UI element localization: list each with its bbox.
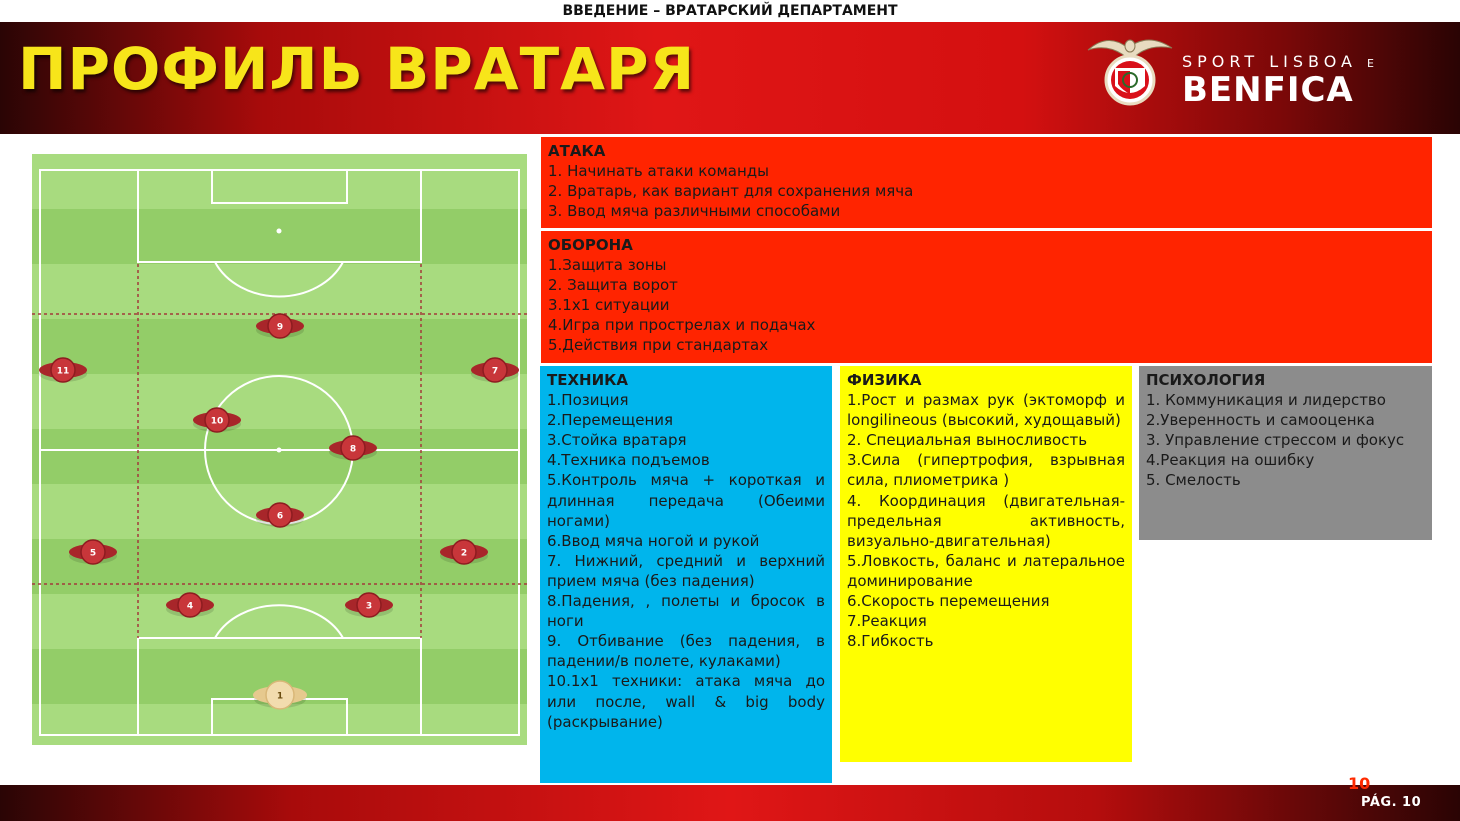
defense-item: 1.Защита зоны — [548, 256, 667, 275]
attack-section — [541, 137, 1432, 228]
physics-item: 1.Рост и размах рук (эктоморф и longilineous (высокий, худощавый) — [847, 391, 1125, 430]
logo-text-benfica: BENFICA — [1182, 70, 1354, 110]
technique-item: 6.Ввод мяча ногой и рукой — [547, 531, 760, 550]
football-pitch — [32, 154, 527, 745]
psychology-item: 2.Уверенность и самооценка — [1146, 411, 1375, 430]
defense-section — [541, 231, 1432, 363]
footer-band — [0, 785, 1460, 821]
benfica-logo — [1082, 30, 1432, 110]
psychology-item: 3. Управление стрессом и фокус — [1146, 431, 1405, 450]
player-number: 6 — [276, 511, 284, 522]
physics-title: ФИЗИКА — [847, 371, 922, 389]
technique-item: 10.1х1 техники: атака мяча до или после, wall & big body (раскрывание) — [547, 672, 825, 731]
psychology-item: 5. Смелость — [1146, 471, 1241, 490]
technique-item: 1.Позиция — [547, 391, 629, 410]
psychology-item: 4.Реакция на ошибку — [1146, 451, 1315, 470]
logo-text-sport-lisboa: SPORT LISBOA E — [1182, 52, 1374, 71]
psychology-section — [1139, 366, 1432, 540]
physics-item: 8.Гибкость — [847, 632, 934, 651]
attack-item: 1. Начинать атаки команды — [548, 162, 769, 181]
eagle-crest-icon — [1082, 30, 1178, 110]
technique-item: 9. Отбивание (без падения, в падении/в полете, кулаками) — [547, 632, 825, 671]
pitch-diagram — [32, 154, 527, 745]
attack-title: АТАКА — [548, 142, 606, 160]
psychology-item: 1. Коммуникация и лидерство — [1146, 391, 1386, 410]
player-number: 5 — [89, 548, 97, 559]
physics-item: 7.Реакция — [847, 612, 927, 631]
technique-item: 5.Контроль мяча + короткая и длинная передача (Обеими ногами) — [547, 471, 825, 530]
physics-section — [840, 366, 1132, 762]
attack-item: 2. Вратарь, как вариант для сохранения мяча — [548, 182, 914, 201]
player-number: 3 — [365, 601, 373, 612]
technique-item: 7. Нижний, средний и верхний прием мяча (без падения) — [547, 551, 825, 590]
player-number: 8 — [349, 444, 357, 455]
physics-item: 5.Ловкость, баланс и латеральное доминирование — [847, 551, 1125, 590]
technique-section — [540, 366, 832, 783]
player-number: 11 — [56, 366, 70, 377]
physics-item: 6.Скорость перемещения — [847, 592, 1050, 611]
defense-item: 2. Защита ворот — [548, 276, 678, 295]
section-caption: ВВЕДЕНИЕ – ВРАТАРСКИЙ ДЕПАРТАМЕНТ — [562, 3, 898, 19]
technique-item: 4.Техника подъемов — [547, 451, 710, 470]
technique-title: ТЕХНИКА — [547, 371, 629, 389]
technique-item: 2.Перемещения — [547, 411, 674, 430]
player-number: 7 — [491, 366, 499, 377]
page-number: 10 — [1348, 774, 1371, 793]
physics-item: 4. Координация (двигательная-предельная активность, визуально-двигательная) — [847, 491, 1125, 550]
psychology-title: ПСИХОЛОГИЯ — [1146, 371, 1266, 389]
technique-item: 3.Стойка вратаря — [547, 431, 687, 450]
player-number: 10 — [210, 416, 224, 427]
player-number: 2 — [460, 548, 468, 559]
physics-item: 3.Сила (гипертрофия, взрывная сила, плиометрика ) — [847, 451, 1125, 490]
player-number: 1 — [276, 691, 284, 702]
physics-item: 2. Специальная выносливость — [847, 431, 1088, 450]
page-title: ПРОФИЛЬ ВРАТАРЯ — [18, 35, 696, 103]
player-number: 9 — [276, 322, 284, 333]
defense-title: ОБОРОНА — [548, 236, 633, 254]
defense-item: 3.1х1 ситуации — [548, 296, 670, 315]
defense-item: 4.Игра при прострелах и подачах — [548, 316, 816, 335]
defense-item: 5.Действия при стандартах — [548, 336, 769, 355]
player-number: 4 — [186, 601, 194, 612]
attack-item: 3. Ввод мяча различными способами — [548, 202, 841, 221]
technique-item: 8.Падения, , полеты и бросок в ноги — [547, 592, 825, 631]
page-label: PÁG. 10 — [1361, 795, 1422, 810]
